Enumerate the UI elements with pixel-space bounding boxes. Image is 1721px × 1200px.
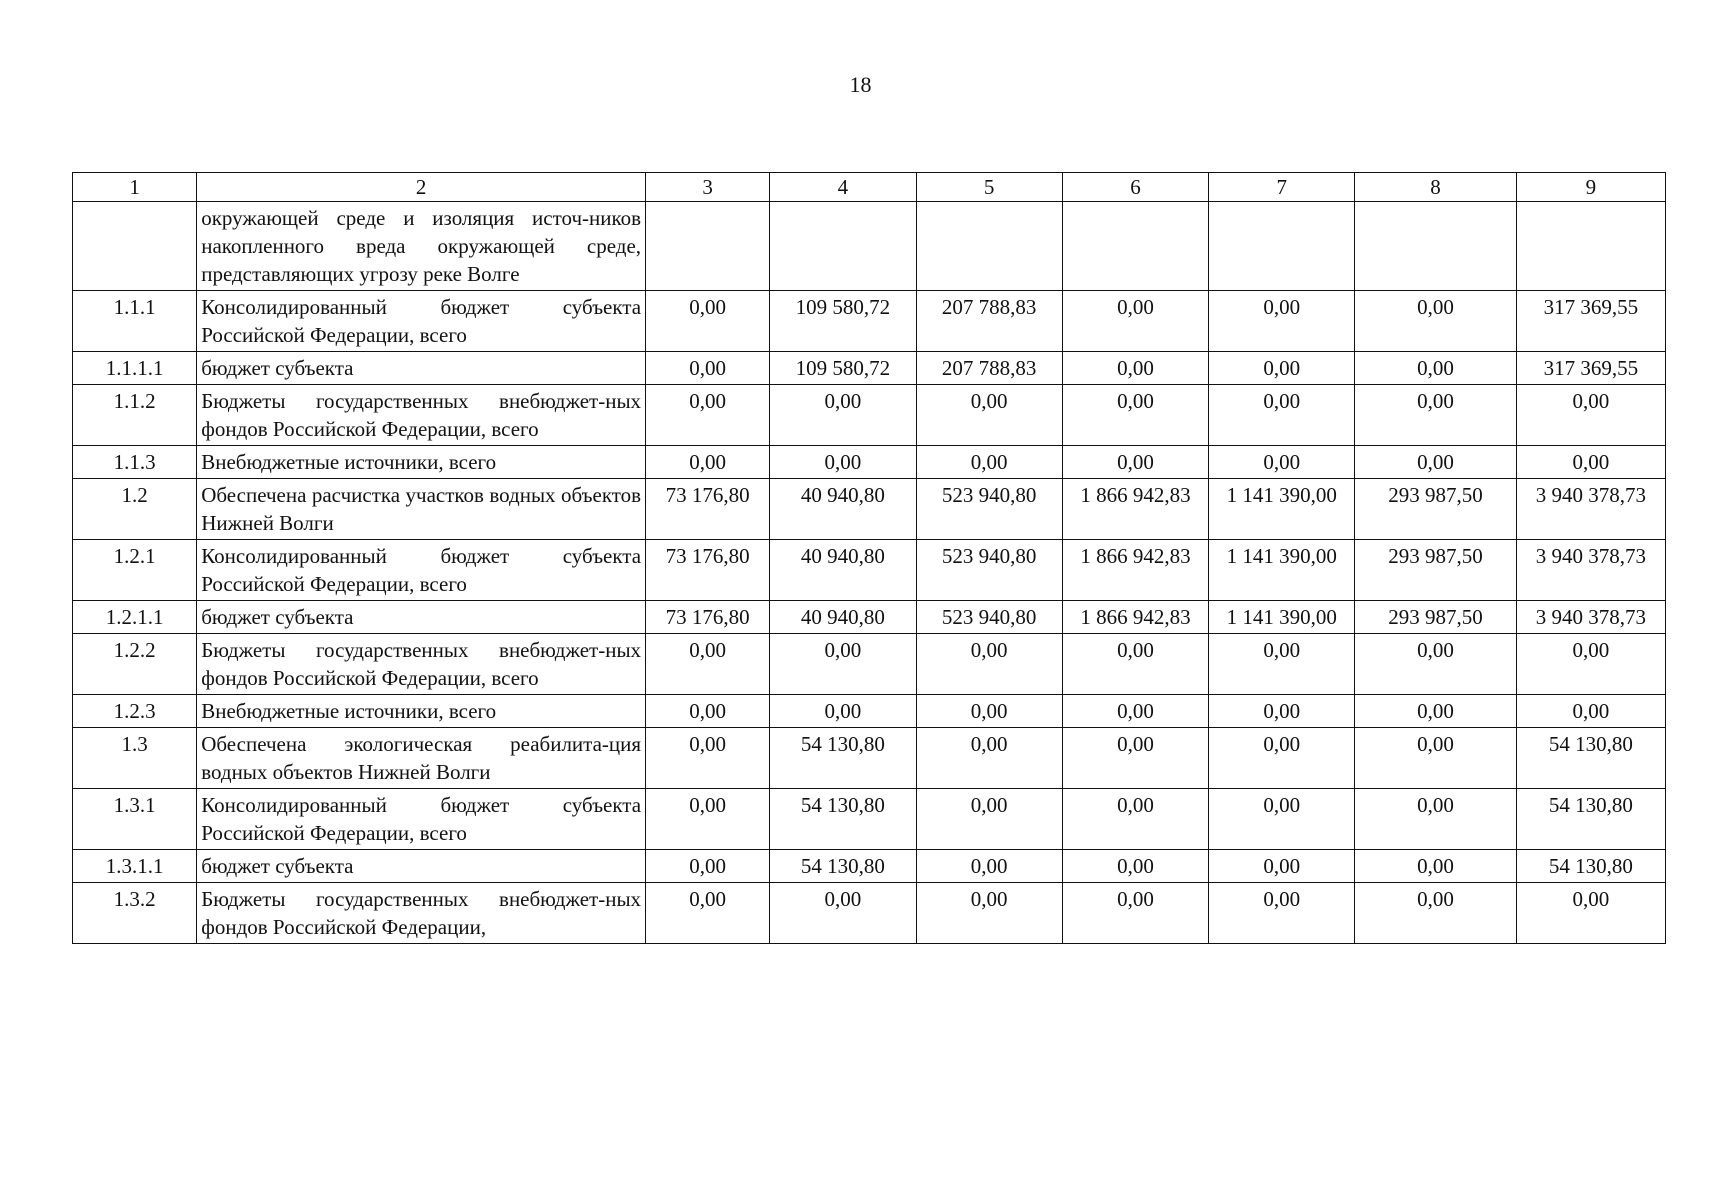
value-cell: 54 130,80: [770, 789, 916, 850]
value-cell: [1062, 202, 1208, 291]
value-cell: 293 987,50: [1355, 540, 1516, 601]
value-cell: 0,00: [646, 883, 770, 944]
table-row: [73, 634, 1666, 695]
value-cell: 0,00: [1355, 446, 1516, 479]
value-cell: 109 580,72: [770, 291, 916, 352]
value-cell: [1516, 202, 1665, 291]
row-number: 1.2.2: [73, 634, 197, 695]
table-row: [73, 728, 1666, 789]
column-header: 4: [770, 173, 916, 202]
row-number: 1.2.1: [73, 540, 197, 601]
value-cell: 73 176,80: [646, 540, 770, 601]
row-number: 1.1.3: [73, 446, 197, 479]
value-cell: [1209, 202, 1355, 291]
value-cell: 0,00: [1062, 385, 1208, 446]
table-row: [73, 540, 1666, 601]
value-cell: 523 940,80: [916, 601, 1062, 634]
column-header: 5: [916, 173, 1062, 202]
value-cell: 0,00: [1355, 883, 1516, 944]
value-cell: [916, 202, 1062, 291]
value-cell: 0,00: [646, 446, 770, 479]
value-cell: [646, 202, 770, 291]
column-header: 6: [1062, 173, 1208, 202]
value-cell: 0,00: [1062, 850, 1208, 883]
value-cell: [1355, 202, 1516, 291]
value-cell: 317 369,55: [1516, 291, 1665, 352]
value-cell: 3 940 378,73: [1516, 479, 1665, 540]
value-cell: 0,00: [770, 385, 916, 446]
column-header: 9: [1516, 173, 1665, 202]
value-cell: 3 940 378,73: [1516, 540, 1665, 601]
row-number: 1.1.2: [73, 385, 197, 446]
row-description: бюджет субъекта: [197, 352, 646, 385]
value-cell: 109 580,72: [770, 352, 916, 385]
value-cell: 0,00: [1209, 385, 1355, 446]
value-cell: 1 141 390,00: [1209, 601, 1355, 634]
value-cell: 54 130,80: [1516, 789, 1665, 850]
value-cell: 0,00: [646, 789, 770, 850]
value-cell: 0,00: [770, 883, 916, 944]
value-cell: 0,00: [770, 634, 916, 695]
value-cell: 0,00: [770, 446, 916, 479]
value-cell: 0,00: [646, 385, 770, 446]
value-cell: 0,00: [1062, 634, 1208, 695]
row-number: 1.2.1.1: [73, 601, 197, 634]
value-cell: 0,00: [646, 634, 770, 695]
value-cell: 0,00: [916, 446, 1062, 479]
budget-table: [72, 172, 1666, 944]
value-cell: 54 130,80: [770, 728, 916, 789]
row-description: Обеспечена расчистка участков водных объектов Нижней Волги: [197, 479, 646, 540]
value-cell: 0,00: [1355, 789, 1516, 850]
value-cell: 40 940,80: [770, 479, 916, 540]
value-cell: 3 940 378,73: [1516, 601, 1665, 634]
value-cell: 1 866 942,83: [1062, 479, 1208, 540]
table-row: [73, 883, 1666, 944]
table-row: [73, 850, 1666, 883]
value-cell: 207 788,83: [916, 291, 1062, 352]
row-description: Обеспечена экологическая реабилита-ция водных объектов Нижней Волги: [197, 728, 646, 789]
value-cell: 0,00: [1062, 695, 1208, 728]
table-row: [73, 479, 1666, 540]
value-cell: 0,00: [1209, 352, 1355, 385]
value-cell: 0,00: [1355, 352, 1516, 385]
value-cell: 293 987,50: [1355, 479, 1516, 540]
row-description: Внебюджетные источники, всего: [197, 695, 646, 728]
column-header: 1: [73, 173, 197, 202]
value-cell: 1 141 390,00: [1209, 540, 1355, 601]
value-cell: 0,00: [1209, 850, 1355, 883]
row-description: Консолидированный бюджет субъекта Российской Федерации, всего: [197, 789, 646, 850]
value-cell: 0,00: [1062, 352, 1208, 385]
row-number: 1.1.1.1: [73, 352, 197, 385]
value-cell: 0,00: [916, 883, 1062, 944]
table-body: [73, 173, 1666, 944]
value-cell: 0,00: [1516, 385, 1665, 446]
value-cell: 0,00: [1062, 291, 1208, 352]
value-cell: 0,00: [1062, 883, 1208, 944]
column-header: 3: [646, 173, 770, 202]
row-description: Консолидированный бюджет субъекта Российской Федерации, всего: [197, 291, 646, 352]
row-description: Бюджеты государственных внебюджет-ных фондов Российской Федерации, всего: [197, 385, 646, 446]
value-cell: 0,00: [1516, 634, 1665, 695]
value-cell: 523 940,80: [916, 479, 1062, 540]
row-number: 1.3.1.1: [73, 850, 197, 883]
column-header: 2: [197, 173, 646, 202]
row-number: 1.1.1: [73, 291, 197, 352]
value-cell: 0,00: [916, 634, 1062, 695]
value-cell: 0,00: [916, 728, 1062, 789]
value-cell: 317 369,55: [1516, 352, 1665, 385]
column-header: 7: [1209, 173, 1355, 202]
row-description: Бюджеты государственных внебюджет-ных фондов Российской Федерации, всего: [197, 634, 646, 695]
value-cell: 0,00: [770, 695, 916, 728]
value-cell: 0,00: [916, 789, 1062, 850]
value-cell: 0,00: [1209, 446, 1355, 479]
value-cell: 293 987,50: [1355, 601, 1516, 634]
value-cell: 54 130,80: [1516, 728, 1665, 789]
value-cell: 0,00: [1355, 634, 1516, 695]
row-number: 1.3.1: [73, 789, 197, 850]
value-cell: 0,00: [1209, 634, 1355, 695]
value-cell: 0,00: [1209, 789, 1355, 850]
header-row: [73, 173, 1666, 202]
value-cell: 0,00: [1209, 883, 1355, 944]
table-row: [73, 352, 1666, 385]
table-row: [73, 385, 1666, 446]
value-cell: 523 940,80: [916, 540, 1062, 601]
row-description: бюджет субъекта: [197, 850, 646, 883]
row-description: Консолидированный бюджет субъекта Российской Федерации, всего: [197, 540, 646, 601]
value-cell: 0,00: [1355, 385, 1516, 446]
row-number: 1.3: [73, 728, 197, 789]
value-cell: 207 788,83: [916, 352, 1062, 385]
value-cell: [770, 202, 916, 291]
value-cell: 40 940,80: [770, 540, 916, 601]
row-number: 1.2.3: [73, 695, 197, 728]
table-row: [73, 695, 1666, 728]
value-cell: 1 866 942,83: [1062, 601, 1208, 634]
value-cell: 0,00: [1355, 850, 1516, 883]
row-description: окружающей среде и изоляция источ-ников накопленного вреда окружающей среде, представляющих угрозу реке Волге: [197, 202, 646, 291]
row-number: [73, 202, 197, 291]
table-row: [73, 601, 1666, 634]
value-cell: 0,00: [916, 850, 1062, 883]
value-cell: 0,00: [1516, 883, 1665, 944]
value-cell: 0,00: [1209, 291, 1355, 352]
value-cell: 73 176,80: [646, 601, 770, 634]
value-cell: 0,00: [916, 695, 1062, 728]
value-cell: 0,00: [1209, 728, 1355, 789]
value-cell: 0,00: [646, 728, 770, 789]
table-row: [73, 291, 1666, 352]
row-description: Внебюджетные источники, всего: [197, 446, 646, 479]
value-cell: 0,00: [646, 352, 770, 385]
value-cell: 0,00: [646, 291, 770, 352]
value-cell: 54 130,80: [1516, 850, 1665, 883]
value-cell: 1 141 390,00: [1209, 479, 1355, 540]
value-cell: 0,00: [1062, 446, 1208, 479]
value-cell: 0,00: [1355, 695, 1516, 728]
value-cell: 0,00: [1062, 728, 1208, 789]
value-cell: 0,00: [1355, 728, 1516, 789]
value-cell: 0,00: [1516, 446, 1665, 479]
row-description: Бюджеты государственных внебюджет-ных фондов Российской Федерации,: [197, 883, 646, 944]
row-number: 1.2: [73, 479, 197, 540]
value-cell: 0,00: [646, 695, 770, 728]
value-cell: 0,00: [1209, 695, 1355, 728]
page-number: 18: [849, 72, 872, 97]
row-description: бюджет субъекта: [197, 601, 646, 634]
column-header: 8: [1355, 173, 1516, 202]
table-row: [73, 446, 1666, 479]
value-cell: 0,00: [916, 385, 1062, 446]
value-cell: 0,00: [1516, 695, 1665, 728]
value-cell: 54 130,80: [770, 850, 916, 883]
table-row: [73, 789, 1666, 850]
value-cell: 0,00: [1062, 789, 1208, 850]
table-row: [73, 202, 1666, 291]
value-cell: 73 176,80: [646, 479, 770, 540]
value-cell: 1 866 942,83: [1062, 540, 1208, 601]
row-number: 1.3.2: [73, 883, 197, 944]
value-cell: 0,00: [646, 850, 770, 883]
value-cell: 0,00: [1355, 291, 1516, 352]
value-cell: 40 940,80: [770, 601, 916, 634]
